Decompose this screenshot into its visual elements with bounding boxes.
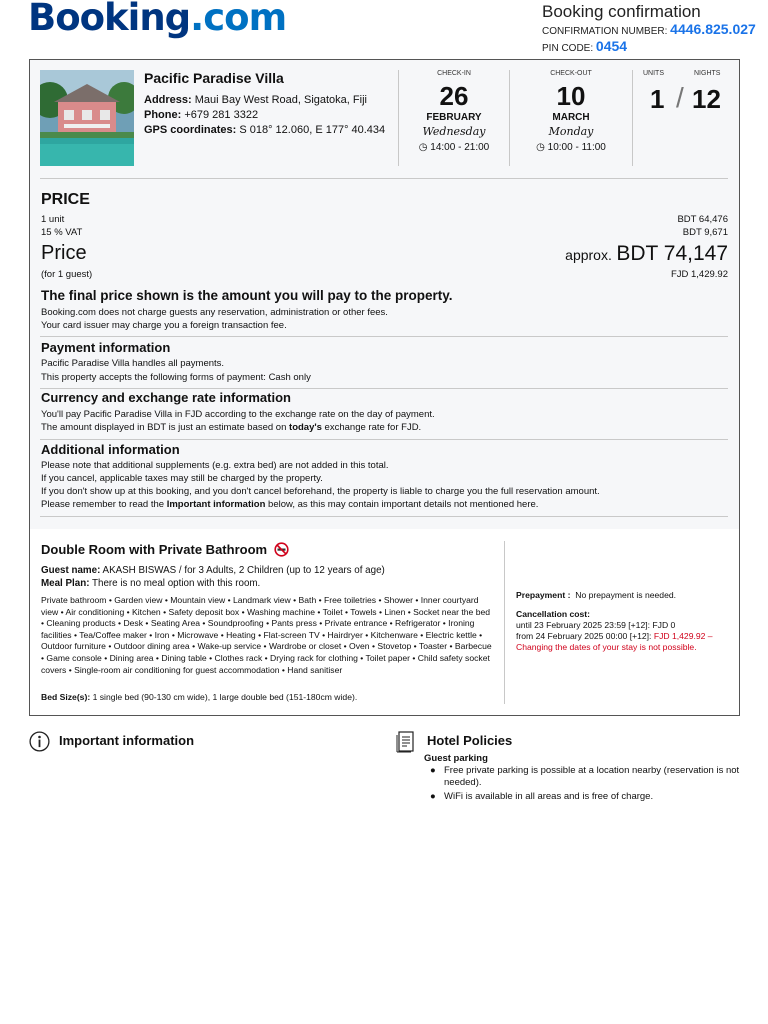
payment-line-1: Pacific Paradise Villa handles all payments. [41,358,225,369]
price-heading: PRICE [41,191,90,208]
hotel-photo [40,70,134,166]
parking-label: Guest parking [424,753,488,764]
prepayment: Prepayment : No prepayment is needed. [516,590,677,600]
divider [40,336,728,337]
payment-line-2: This property accepts the following forms of payment: Cash only [41,372,311,383]
additional-line-4: Please remember to read the Important information below, as this may contain important details not mentioned here. [41,499,539,510]
nights-value: 12 [692,84,721,114]
document-icon [396,731,416,758]
confirmation-number: CONFIRMATION NUMBER: 4446.825.027 [542,21,756,37]
checkout-time: ◷ 10:00 - 11:00 [536,142,606,153]
checkin-month: FEBRUARY [426,112,482,123]
hotel-address: Address: Maui Bay West Road, Sigatoka, Fiji [144,94,367,106]
divider [632,70,633,166]
booking-logo: Booking.com [28,0,287,39]
price-fjd: FJD 1,429.92 [670,269,728,280]
divider [40,439,728,440]
pin-code: PIN CODE: 0454 [542,38,628,54]
hotel-name: Pacific Paradise Villa [144,70,284,86]
final-price-note: The final price shown is the amount you will pay to the property. [41,288,453,303]
room-amenities: Private bathroom • Garden view • Mountain view • Landmark view • Bath • Free toiletries • Shower • Inner courtyard view • Air conditioning • Kitchen • Safety deposit box • Washing machine • Toilet • Towels • Linen • Socket near the bed • Cleaning products • Desk • Seating Area • Soundproofing • Pants press • Private entrance • Refrigerator • Ironing facilities • Tea/Coffee maker • Iron • Microwave • Heating • Flat-screen TV • Hairdryer • Kitchenware • Electric kettle • Outdoor furniture • Outdoor dining area • Wake-up service • Wardrobe or closet • Oven • Stovetop • Toaster • Barbecue • Game console • Dining area • Dining table • Clothes rack • Drying rack for clothing • Toilet paper • Child safety socket covers • Single-room air conditioning for guest accommodation • Hand sanitiser [41,595,492,675]
bullet: ● [430,765,436,776]
checkout-month: MARCH [552,112,590,123]
clock-icon: ◷ [536,142,545,153]
divider [40,178,728,179]
no-smoking-icon [274,542,289,560]
nights-label: NIGHTS [694,70,721,77]
checkin-weekday: Wednesday [422,125,486,138]
units-nights-separator: / [676,82,684,113]
currency-line-1: You'll pay Pacific Paradise Villa in FJD according to the exchange rate on the day of payment. [41,409,435,420]
price-label: Price [41,242,87,264]
cancellation-heading: Cancellation cost: [516,609,591,619]
card-fee-note: Your card issuer may charge you a foreign transaction fee. [41,320,287,331]
price-total: approx. BDT 74,147 [565,242,728,265]
guests-count: (for 1 guest) [41,269,93,280]
bullet: ● [430,791,436,802]
room-title: Double Room with Private Bathroom [41,542,289,560]
divider [40,388,728,389]
currency-heading: Currency and exchange rate information [41,390,291,405]
units-label: UNITS [643,70,664,77]
currency-line-2: The amount displayed in BDT is just an estimate based on today's exchange rate for FJD. [41,422,422,433]
policy-item-wifi: WiFi is available in all areas and is free of charge. [444,791,654,802]
important-heading: Important information [59,733,195,748]
date-change-note: Changing the dates of your stay is not possible. [516,642,697,652]
page-title: Booking confirmation [542,2,701,21]
guest-name: Guest name: AKASH BISWAS / for 3 Adults, 2 Children (up to 12 years of age) [41,565,385,576]
units-value: 1 [650,84,665,114]
checkout-block [510,70,632,153]
additional-line-1: Please note that additional supplements (e.g. extra bed) are not added in this total. [41,460,389,471]
additional-line-3: If you don't show up at this booking, and you don't cancel beforehand, the property is liable to charge you the full reservation amount. [41,486,600,497]
vat-label: 15 % VAT [41,227,83,238]
clock-icon: ◷ [418,142,428,153]
checkin-day: 26 [439,81,469,111]
fees-note: Booking.com does not charge guests any reservation, administration or other fees. [41,307,388,318]
policy-item-parking: Free private parking is possible at a location nearby (reservation is not needed). [444,765,740,788]
divider [40,516,728,517]
cancellation-line-2: from 24 February 2025 00:00 [+12]: FJD 1,429.92 – [516,631,713,641]
checkout-label: CHECK-OUT [550,70,592,77]
cancellation-line-1: until 23 February 2025 23:59 [+12]: FJD 0 [516,620,676,630]
info-icon [29,731,50,757]
payment-heading: Payment information [41,340,171,355]
checkin-block [399,70,509,153]
additional-heading: Additional information [41,442,180,457]
meal-plan: Meal Plan: There is no meal option with this room. [41,578,261,589]
unit-price: BDT 64,476 [677,214,728,225]
additional-line-2: If you cancel, applicable taxes may still be charged by the property. [41,473,323,484]
checkout-weekday: Monday [548,125,594,138]
policies-heading: Hotel Policies [427,733,513,748]
bed-size: Bed Size(s): 1 single bed (90-130 cm wide), 1 large double bed (151-180cm wide). [41,692,358,702]
checkout-day: 10 [556,81,586,111]
checkin-label: CHECK-IN [437,70,471,77]
hotel-gps: GPS coordinates: S 018° 12.060, E 177° 40.434 [144,124,386,136]
hotel-phone: Phone: +679 281 3322 [144,109,259,121]
vat-amount: BDT 9,671 [682,227,728,238]
checkin-time: ◷ 14:00 - 21:00 [418,142,490,153]
divider [504,541,505,704]
unit-label: 1 unit [41,214,65,225]
